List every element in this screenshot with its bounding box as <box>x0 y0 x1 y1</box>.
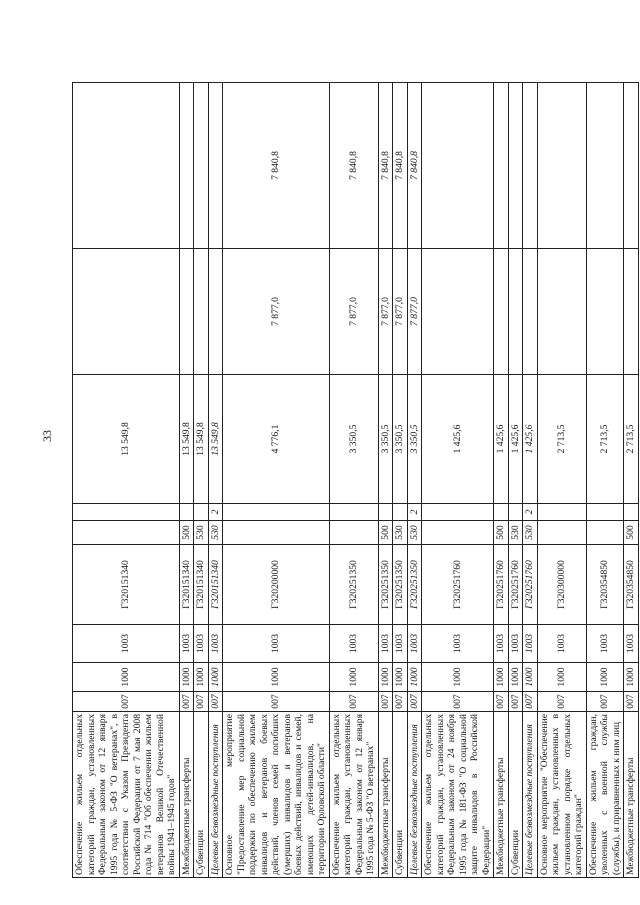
expense-type-cell: 500 <box>179 521 194 545</box>
target-article-cell: Г320300000 <box>537 545 586 625</box>
admin-code-cell: 007 <box>624 692 639 712</box>
amount-cell-1: 1 425,6 <box>508 375 523 504</box>
subsection-code-cell: 1003 <box>523 625 538 663</box>
expense-type-cell: 530 <box>407 521 422 545</box>
table-row <box>407 83 422 878</box>
table-row <box>537 83 586 878</box>
table-row <box>586 83 624 878</box>
section-code-cell: 1000 <box>422 663 494 692</box>
expense-type-cell: 530 <box>508 521 523 545</box>
amount-cell-2 <box>523 249 538 375</box>
subsection-code-cell: 1003 <box>194 625 209 663</box>
amount-cell-3: 7 840,8 <box>378 83 393 249</box>
funding-source-cell: 2 <box>407 504 422 521</box>
table-row <box>223 83 330 878</box>
table-row <box>523 83 538 878</box>
amount-cell-2 <box>422 249 494 375</box>
row-name-cell: Субвенции <box>508 712 523 878</box>
subsection-code-cell: 1003 <box>223 625 330 663</box>
funding-source-cell <box>194 504 209 521</box>
subsection-code-cell: 1003 <box>73 625 180 663</box>
section-code-cell: 1000 <box>73 663 180 692</box>
target-article-cell: Г320251350 <box>378 545 393 625</box>
target-article-cell: Г320151340 <box>208 545 223 625</box>
amount-cell-1: 2 713,5 <box>624 375 639 504</box>
target-article-cell: Г320354850 <box>586 545 624 625</box>
table-row <box>208 83 223 878</box>
section-code-cell: 1000 <box>586 663 624 692</box>
amount-cell-2 <box>624 249 639 375</box>
subsection-code-cell: 1003 <box>179 625 194 663</box>
expense-type-cell <box>586 521 624 545</box>
amount-cell-1: 1 425,6 <box>523 375 538 504</box>
amount-cell-2 <box>73 249 180 375</box>
funding-source-cell <box>624 504 639 521</box>
target-article-cell: Г320251760 <box>508 545 523 625</box>
admin-code-cell: 007 <box>223 692 330 712</box>
expense-type-cell <box>73 521 180 545</box>
row-name-cell: Целевые безвозмездные поступления <box>523 712 538 878</box>
amount-cell-3 <box>537 83 586 249</box>
row-name-cell: Обеспечение жильем отдельных категорий граждан, установленных Федеральным законом от 12 января 1995 года № 5-ФЗ "О ветеранах", в соответствии с Указом Президента Российской Федерации от 7 мая 2008 года № 714 "Об обеспечении жильем ветеранов Великой Отечественной войны 1941–1945 годов" <box>73 712 180 878</box>
rotated-table-container <box>72 83 636 878</box>
section-code-cell: 1000 <box>179 663 194 692</box>
section-code-cell: 1000 <box>494 663 509 692</box>
section-code-cell: 1000 <box>537 663 586 692</box>
table-row <box>508 83 523 878</box>
row-name-cell: Основное мероприятие "Предоставление мер социальной поддержки по обеспечению жильем инвалидов и ветеранов боевых действий, членов семей погибших (умерших) инвалидов и ветеранов боевых действий, инвалидов и семей, имеющих детей-инвалидов, на территории Орловской области" <box>223 712 330 878</box>
target-article-cell: Г320151340 <box>179 545 194 625</box>
section-code-cell: 1000 <box>624 663 639 692</box>
amount-cell-3: 7 840,8 <box>407 83 422 249</box>
amount-cell-3: 7 840,8 <box>393 83 408 249</box>
amount-cell-1: 3 350,5 <box>329 375 378 504</box>
target-article-cell: Г320251760 <box>422 545 494 625</box>
budget-table <box>72 82 639 878</box>
row-name-cell: Субвенции <box>194 712 209 878</box>
admin-code-cell: 007 <box>422 692 494 712</box>
amount-cell-1: 3 350,5 <box>407 375 422 504</box>
subsection-code-cell: 1003 <box>586 625 624 663</box>
target-article-cell: Г320200000 <box>223 545 330 625</box>
row-name-cell: Основное мероприятие "Обеспечение жильем граждан, установленных в установленном порядке отдельных категорий граждан" <box>537 712 586 878</box>
funding-source-cell <box>537 504 586 521</box>
section-code-cell: 1000 <box>223 663 330 692</box>
subsection-code-cell: 1003 <box>393 625 408 663</box>
amount-cell-2: 7 877,0 <box>223 249 330 375</box>
expense-type-cell <box>422 521 494 545</box>
table-row <box>422 83 494 878</box>
funding-source-cell <box>586 504 624 521</box>
row-name-cell: Межбюджетные трансферты <box>624 712 639 878</box>
amount-cell-1: 13 549,8 <box>179 375 194 504</box>
admin-code-cell: 007 <box>586 692 624 712</box>
amount-cell-3 <box>208 83 223 249</box>
row-name-cell: Целевые безвозмездные поступления <box>407 712 422 878</box>
amount-cell-2 <box>194 249 209 375</box>
amount-cell-2 <box>537 249 586 375</box>
subsection-code-cell: 1003 <box>537 625 586 663</box>
amount-cell-1: 3 350,5 <box>378 375 393 504</box>
table-row <box>194 83 209 878</box>
target-article-cell: Г320151340 <box>73 545 180 625</box>
admin-code-cell: 007 <box>393 692 408 712</box>
table-body <box>73 83 639 878</box>
table-row <box>378 83 393 878</box>
funding-source-cell <box>329 504 378 521</box>
table-row <box>329 83 378 878</box>
table-row <box>393 83 408 878</box>
table-row <box>624 83 639 878</box>
target-article-cell: Г320354850 <box>624 545 639 625</box>
admin-code-cell: 007 <box>494 692 509 712</box>
section-code-cell: 1000 <box>194 663 209 692</box>
expense-type-cell: 500 <box>624 521 639 545</box>
amount-cell-2: 7 877,0 <box>393 249 408 375</box>
admin-code-cell: 007 <box>329 692 378 712</box>
admin-code-cell: 007 <box>523 692 538 712</box>
amount-cell-3 <box>494 83 509 249</box>
section-code-cell: 1000 <box>508 663 523 692</box>
row-name-cell: Субвенции <box>393 712 408 878</box>
funding-source-cell <box>393 504 408 521</box>
table-row <box>494 83 509 878</box>
section-code-cell: 1000 <box>329 663 378 692</box>
amount-cell-3 <box>508 83 523 249</box>
subsection-code-cell: 1003 <box>624 625 639 663</box>
funding-source-cell <box>223 504 330 521</box>
expense-type-cell: 530 <box>208 521 223 545</box>
admin-code-cell: 007 <box>73 692 180 712</box>
target-article-cell: Г320251350 <box>329 545 378 625</box>
amount-cell-2 <box>208 249 223 375</box>
amount-cell-3 <box>179 83 194 249</box>
expense-type-cell: 500 <box>494 521 509 545</box>
subsection-code-cell: 1003 <box>378 625 393 663</box>
admin-code-cell: 007 <box>378 692 393 712</box>
table-row <box>73 83 180 878</box>
amount-cell-1: 4 776,1 <box>223 375 330 504</box>
row-name-cell: Межбюджетные трансферты <box>378 712 393 878</box>
amount-cell-2: 7 877,0 <box>329 249 378 375</box>
admin-code-cell: 007 <box>194 692 209 712</box>
expense-type-cell <box>329 521 378 545</box>
amount-cell-3: 7 840,8 <box>329 83 378 249</box>
row-name-cell: Обеспечение жильем отдельных категорий граждан, установленных Федеральным законом от 24 ноября 1995 года № 181-ФЗ "О социальной защите инвалидов в Российской Федерации" <box>422 712 494 878</box>
page-number: 33 <box>40 430 54 442</box>
amount-cell-3 <box>586 83 624 249</box>
amount-cell-1: 2 713,5 <box>586 375 624 504</box>
funding-source-cell <box>494 504 509 521</box>
row-name-cell: Межбюджетные трансферты <box>494 712 509 878</box>
target-article-cell: Г320251760 <box>523 545 538 625</box>
funding-source-cell <box>73 504 180 521</box>
admin-code-cell: 007 <box>407 692 422 712</box>
row-name-cell: Обеспечение жильем граждан, уволенных с военной службы (службы), и приравненных к ним лиц <box>586 712 624 878</box>
subsection-code-cell: 1003 <box>422 625 494 663</box>
admin-code-cell: 007 <box>508 692 523 712</box>
section-code-cell: 1000 <box>378 663 393 692</box>
amount-cell-2: 7 877,0 <box>407 249 422 375</box>
amount-cell-2 <box>179 249 194 375</box>
section-code-cell: 1000 <box>393 663 408 692</box>
funding-source-cell: 2 <box>523 504 538 521</box>
expense-type-cell <box>223 521 330 545</box>
amount-cell-3 <box>523 83 538 249</box>
row-name-cell: Обеспечение жильем отдельных категорий граждан, установленных Федеральным законом от 12 января 1995 года № 5-ФЗ "О ветеранах" <box>329 712 378 878</box>
section-code-cell: 1000 <box>208 663 223 692</box>
amount-cell-3 <box>422 83 494 249</box>
amount-cell-1: 13 549,8 <box>73 375 180 504</box>
amount-cell-3 <box>624 83 639 249</box>
target-article-cell: Г320151340 <box>194 545 209 625</box>
target-article-cell: Г320251350 <box>393 545 408 625</box>
row-name-cell: Целевые безвозмездные поступления <box>208 712 223 878</box>
expense-type-cell: 530 <box>523 521 538 545</box>
section-code-cell: 1000 <box>523 663 538 692</box>
funding-source-cell <box>422 504 494 521</box>
funding-source-cell <box>179 504 194 521</box>
subsection-code-cell: 1003 <box>407 625 422 663</box>
target-article-cell: Г320251760 <box>494 545 509 625</box>
amount-cell-2 <box>494 249 509 375</box>
table-row <box>179 83 194 878</box>
expense-type-cell: 530 <box>194 521 209 545</box>
funding-source-cell: 2 <box>208 504 223 521</box>
section-code-cell: 1000 <box>407 663 422 692</box>
amount-cell-3 <box>194 83 209 249</box>
admin-code-cell: 007 <box>208 692 223 712</box>
admin-code-cell: 007 <box>179 692 194 712</box>
expense-type-cell <box>537 521 586 545</box>
amount-cell-3: 7 840,8 <box>223 83 330 249</box>
row-name-cell: Межбюджетные трансферты <box>179 712 194 878</box>
target-article-cell: Г320251350 <box>407 545 422 625</box>
subsection-code-cell: 1003 <box>208 625 223 663</box>
amount-cell-2 <box>508 249 523 375</box>
admin-code-cell: 007 <box>537 692 586 712</box>
amount-cell-2: 7 877,0 <box>378 249 393 375</box>
funding-source-cell <box>508 504 523 521</box>
amount-cell-3 <box>73 83 180 249</box>
expense-type-cell: 530 <box>393 521 408 545</box>
amount-cell-1: 13 549,8 <box>194 375 209 504</box>
amount-cell-1: 1 425,6 <box>422 375 494 504</box>
expense-type-cell: 500 <box>378 521 393 545</box>
subsection-code-cell: 1003 <box>508 625 523 663</box>
amount-cell-1: 3 350,5 <box>393 375 408 504</box>
amount-cell-1: 1 425,6 <box>494 375 509 504</box>
amount-cell-1: 13 549,8 <box>208 375 223 504</box>
funding-source-cell <box>378 504 393 521</box>
subsection-code-cell: 1003 <box>329 625 378 663</box>
amount-cell-1: 2 713,5 <box>537 375 586 504</box>
amount-cell-2 <box>586 249 624 375</box>
subsection-code-cell: 1003 <box>494 625 509 663</box>
